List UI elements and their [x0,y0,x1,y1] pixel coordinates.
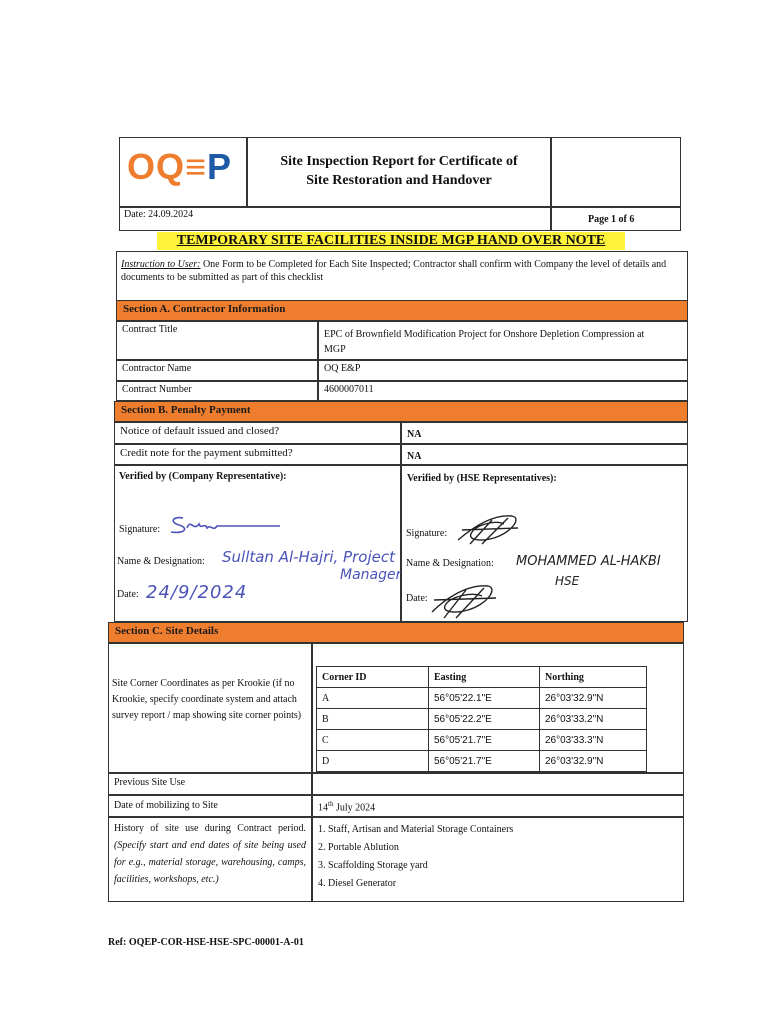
mobilizing-suffix: th [328,800,334,808]
easting: 56°05'21.7"E [429,730,540,751]
company-name-value-line2: Manager [340,567,402,583]
report-date: Date: 24.09.2024 [124,209,194,220]
northing: 26°03'32.9"N [540,751,647,772]
page-title-line1: Site Inspection Report for Certificate of [280,154,518,169]
page-title [247,152,551,190]
company-date-value: 24/9/2024 [146,582,248,603]
hse-date-label: Date: [406,593,428,604]
history-label-note: (Specify start and end dates of site being used for e.g., material storage, warehousing, camps, facilities, workshops, etc.) [114,840,306,885]
hse-name-value-line2: HSE [555,574,580,588]
company-logo: OQ≡P [127,146,233,187]
instruction-label: Instruction to User: [121,259,201,270]
table-row [317,709,647,730]
mobilizing-label: Date of mobilizing to Site [108,795,312,817]
coords-label: Site Corner Coordinates as per Krookie (if no Krookie, specify coordinate system and attach survey report / map showing site corner points) [112,678,302,721]
credit-note-value: NA [401,444,688,465]
hse-verified-heading: Verified by (HSE Representatives): [407,473,557,484]
history-label [108,817,312,902]
company-name-value-line1: Sulltan Al-Hajri, Project [222,548,395,566]
section-c-heading: Section C. Site Details [108,622,684,643]
coords-header-row [317,667,647,688]
list-item: 4. Diesel Generator [318,878,397,889]
hse-signature [452,510,524,546]
northing: 26°03'32.9"N [540,688,647,709]
hse-date-signature [424,578,504,620]
mobilizing-month-year: July 2024 [333,802,376,814]
notice-default-label: Notice of default issued and closed? [114,422,401,444]
hand-over-banner: TEMPORARY SITE FACILITIES INSIDE MGP HAND OVER NOTE [157,232,625,250]
company-name-label: Name & Designation: [117,556,205,567]
hse-name-value-line1: MOHAMMED AL-HAKBI [516,554,661,569]
mobilizing-value [312,795,684,817]
easting: 56°05'22.1"E [429,688,540,709]
credit-note-label: Credit note for the payment submitted? [114,444,401,465]
list-item: 1. Staff, Artisan and Material Storage Containers [318,824,514,835]
table-row [317,688,647,709]
page-number: Page 1 of 6 [588,214,635,225]
corner-id: A [317,688,429,709]
contract-number-value: 4600007011 [318,381,688,401]
page-title-line2: Site Restoration and Handover [306,173,492,188]
company-signature-label: Signature: [119,524,161,535]
previous-use-value [312,773,684,795]
northing: 26°03'33.3"N [540,730,647,751]
corner-id: C [317,730,429,751]
coords-header-northing: Northing [540,667,647,688]
company-verified-heading: Verified by (Company Representative): [119,471,287,482]
hse-signature-label: Signature: [406,528,448,539]
instruction-body: One Form to be Completed for Each Site Inspected; Contractor shall confirm with Company the level of details and documents to be submitted as part of this checklist [121,259,667,283]
coords-header-easting: Easting [429,667,540,688]
previous-use-label: Previous Site Use [108,773,312,795]
header-blank-box [551,137,681,207]
company-signature [165,514,285,538]
corner-id: B [317,709,429,730]
coordinates-table [316,666,647,772]
notice-default-value: NA [401,422,688,444]
northing: 26°03'33.2"N [540,709,647,730]
company-date-label: Date: [117,589,139,600]
table-row [317,751,647,772]
coords-header-corner: Corner ID [317,667,429,688]
table-row [317,730,647,751]
mobilizing-day: 14 [318,802,328,814]
hse-name-label: Name & Designation: [406,558,494,569]
contractor-name-value: OQ E&P [318,360,688,381]
easting: 56°05'22.2"E [429,709,540,730]
list-item: 3. Scaffolding Storage yard [318,860,428,871]
contract-title-value: EPC of Brownfield Modification Project for Onshore Depletion Compression at MGP [318,321,688,360]
contractor-name-label: Contractor Name [116,360,318,381]
instruction-text [121,258,686,284]
easting: 56°05'21.7"E [429,751,540,772]
section-b-heading: Section B. Penalty Payment [114,401,688,422]
contract-number-label: Contract Number [116,381,318,401]
footer-reference: Ref: OQEP-COR-HSE-HSE-SPC-00001-A-01 [108,937,304,948]
history-value [312,817,684,902]
section-a-heading: Section A. Contractor Information [116,300,688,321]
corner-id: D [317,751,429,772]
contract-title-label: Contract Title [116,321,318,360]
list-item: 2. Portable Ablution [318,842,399,853]
history-label-main: History of site use during Contract period. [114,823,306,834]
